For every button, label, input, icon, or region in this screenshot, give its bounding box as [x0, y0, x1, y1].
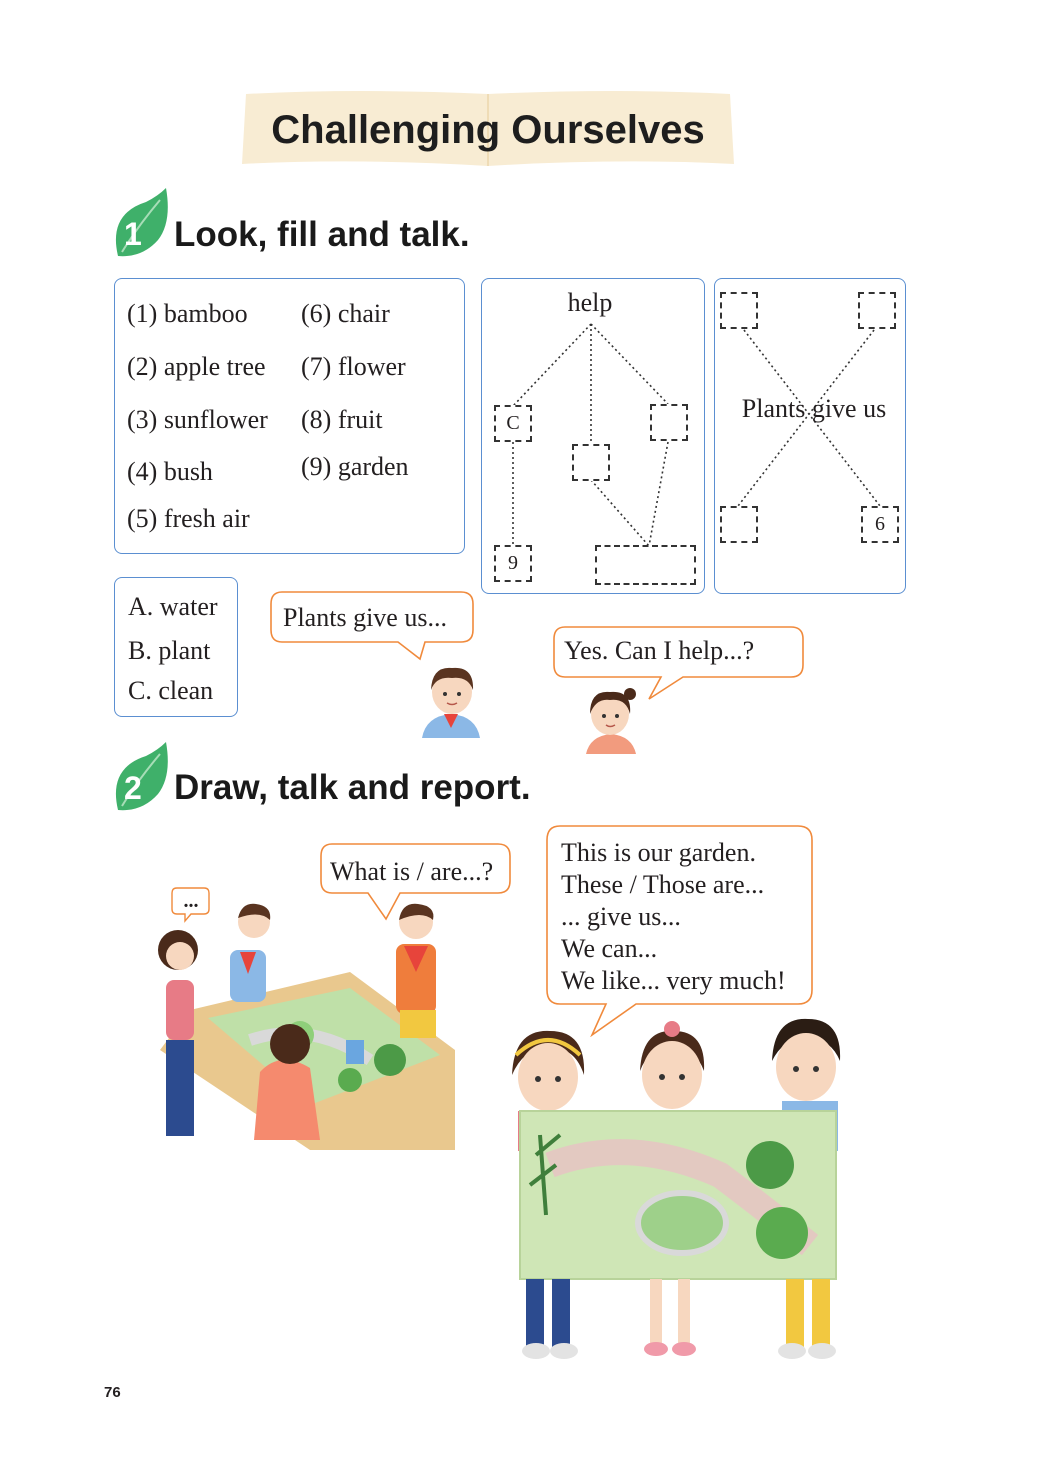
report-line: These / Those are... — [561, 870, 765, 899]
section-1-number: 1 — [124, 216, 142, 252]
option-item: B. plant — [128, 636, 211, 665]
option-item: C. clean — [128, 676, 214, 705]
girl-illustration — [580, 684, 642, 754]
plants-slot[interactable] — [858, 292, 896, 329]
help-slot-wide[interactable] — [595, 545, 696, 585]
report-line: This is our garden. — [561, 838, 756, 867]
report-line: ... give us... — [561, 902, 681, 931]
help-slot[interactable] — [650, 404, 688, 441]
plants-slot[interactable] — [720, 506, 758, 543]
section-2-heading: Draw, talk and report. — [174, 768, 531, 807]
report-line: We can... — [561, 934, 658, 963]
page-number: 76 — [104, 1384, 121, 1401]
plants-slot[interactable]: 6 — [861, 506, 899, 543]
word-item: (7) flower — [301, 352, 406, 381]
help-root-label: help — [567, 288, 613, 317]
word-item: (9) garden — [301, 452, 409, 481]
report-line: We like... very much! — [561, 966, 786, 995]
word-item: (8) fruit — [301, 405, 383, 434]
title-banner — [238, 88, 738, 170]
children-garden-illustration — [490, 1015, 865, 1365]
bubble-boy-text: Plants give us... — [283, 603, 447, 632]
word-item: (4) bush — [127, 457, 213, 486]
bubble-question-text: What is / are...? — [330, 857, 494, 886]
word-item: (5) fresh air — [127, 504, 250, 533]
plants-center-label: Plants give us — [741, 394, 887, 423]
page-title: Challenging Ourselves — [271, 108, 705, 152]
bubble-small-text: ... — [183, 890, 199, 912]
option-item: A. water — [128, 592, 218, 621]
word-item: (3) sunflower — [127, 405, 268, 434]
boy-illustration — [418, 660, 484, 738]
help-slot[interactable] — [572, 444, 610, 481]
classroom-illustration — [150, 900, 455, 1150]
section-1-heading: Look, fill and talk. — [174, 215, 470, 254]
help-slot[interactable]: C — [494, 405, 532, 442]
word-item: (2) apple tree — [127, 352, 266, 381]
word-item: (6) chair — [301, 299, 390, 328]
section-2-number: 2 — [124, 770, 142, 806]
plants-slot[interactable] — [720, 292, 758, 329]
word-item: (1) bamboo — [127, 299, 248, 328]
help-slot[interactable]: 9 — [494, 545, 532, 582]
bubble-girl-text: Yes. Can I help...? — [564, 636, 755, 665]
